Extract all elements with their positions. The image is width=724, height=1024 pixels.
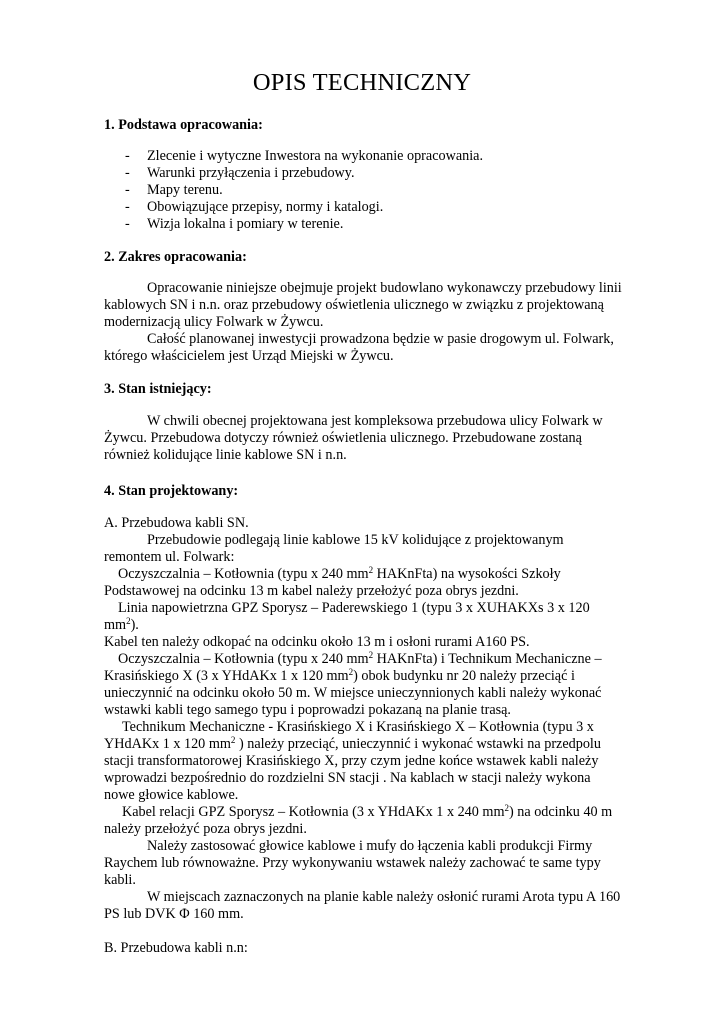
list-item: Mapy terenu. bbox=[147, 182, 223, 198]
paragraph-line: którego właścicielem jest Urząd Miejski w Żywcu. bbox=[104, 348, 394, 364]
paragraph-line: $mm^2$). bbox=[104, 616, 139, 633]
paragraph-line: Należy zastosować głowice kablowe i mufy do łączenia kabli produkcji Firmy bbox=[147, 838, 593, 854]
paragraph-line: Przebudowie podlegają linie kablowe 15 kV kolidujące z projektowanym bbox=[147, 532, 564, 548]
section-heading-podstawa: 1. Podstawa opracowania: bbox=[104, 117, 263, 133]
superscript: 2 bbox=[368, 650, 374, 660]
superscript: 2 bbox=[126, 616, 131, 626]
paragraph-line: nowe głowice kablowe. bbox=[104, 787, 239, 803]
paragraph-line: Oczyszczalnia – Kotłownia (typu x 240 $mm^2$ HAKnFta) na wysokości Szkoły bbox=[118, 565, 561, 582]
paragraph-line: Raychem lub równoważne. Przy wykonywaniu wstawek należy zachować te same typy bbox=[104, 855, 601, 871]
superscript: 2 bbox=[368, 565, 374, 575]
list-bullet: - bbox=[125, 148, 130, 164]
paragraph-line: W chwili obecnej projektowana jest kompleksowa przebudowa ulicy Folwark w bbox=[147, 413, 603, 429]
paragraph-line: Kabel relacji GPZ Sporysz – Kotłownia (3 x YHdAKx 1 x 240 $mm^2$) na odcinku 40 m bbox=[122, 803, 613, 820]
list-item: Obowiązujące przepisy, normy i katalogi. bbox=[147, 199, 384, 215]
document-title: OPIS TECHNICZNY bbox=[252, 69, 472, 96]
paragraph-line: YHdAKx 1 x 120 $mm^2$ ) należy przeciąć, unieczynnić i wykonać wstawki na przedpolu bbox=[104, 735, 601, 752]
list-bullet: - bbox=[125, 216, 130, 232]
list-item: Wizja lokalna i pomiary w terenie. bbox=[147, 216, 344, 232]
paragraph-line: unieczynnić na odcinku około 50 m. W miejsce unieczynnionych kabli należy wykonać bbox=[104, 685, 602, 701]
subsection-heading-b: B. Przebudowa kabli n.n: bbox=[104, 940, 248, 956]
subsection-heading-a: A. Przebudowa kabli SN. bbox=[104, 515, 249, 531]
paragraph-line: Kabel ten należy odkopać na odcinku około 13 m i osłoni rurami A160 PS. bbox=[104, 634, 530, 650]
paragraph-line: modernizacją ulicy Folwark w Żywcu. bbox=[104, 314, 324, 330]
list-bullet: - bbox=[125, 199, 130, 215]
paragraph-line: należy przełożyć poza obrys jezdni. bbox=[104, 821, 307, 837]
paragraph-line: Krasińskiego X (3 x YHdAKx 1 x 120 $mm^2$) obok budynku nr 20 należy przeciąć i bbox=[104, 667, 575, 684]
list-item: Warunki przyłączenia i przebudowy. bbox=[147, 165, 355, 181]
paragraph-line: również kolidujące linie kablowe SN i n.n. bbox=[104, 447, 347, 463]
paragraph-line: wprowadzi bezpośrednio do rozdzielni SN stacji . Na kablach w stacji należy wykona bbox=[104, 770, 591, 786]
section-heading-stan-projektowany: 4. Stan projektowany: bbox=[104, 483, 239, 499]
list-bullet: - bbox=[125, 165, 130, 181]
superscript: 2 bbox=[504, 803, 509, 813]
paragraph-line: Opracowanie niniejsze obejmuje projekt budowlano wykonawczy przebudowy linii bbox=[147, 280, 622, 296]
paragraph-line: kabli. bbox=[104, 872, 136, 888]
paragraph-line: Technikum Mechaniczne - Krasińskiego X i Krasińskiego X – Kotłownia (typu 3 x bbox=[122, 719, 594, 735]
paragraph-line: stacji transformatorowej Krasińskiego X, przy czym jedne końce wstawek kabli należy bbox=[104, 753, 599, 769]
section-heading-zakres: 2. Zakres opracowania: bbox=[104, 249, 247, 265]
list-item: Zlecenie i wytyczne Inwestora na wykonanie opracowania. bbox=[147, 148, 484, 164]
list-bullet: - bbox=[125, 182, 130, 198]
paragraph-line: PS lub DVK Φ 160 mm. bbox=[104, 906, 244, 922]
paragraph-line: W miejscach zaznaczonych na planie kable należy osłonić rurami Arota typu A 160 bbox=[147, 889, 621, 905]
paragraph-line: Podstawowej na odcinku 13 m kabel należy przełożyć poza obrys jezdni. bbox=[104, 583, 519, 599]
paragraph-line: kablowych SN i n.n. oraz przebudowy oświetlenia ulicznego w związku z projektowaną bbox=[104, 297, 604, 313]
paragraph-line: Linia napowietrzna GPZ Sporysz – Paderewskiego 1 (typu 3 x XUHAKXs 3 x 120 bbox=[118, 600, 590, 616]
paragraph-line: Całość planowanej inwestycji prowadzona będzie w pasie drogowym ul. Folwark, bbox=[147, 331, 614, 347]
paragraph-line: Żywcu. Przebudowa dotyczy również oświetlenia ulicznego. Przebudowane zostaną bbox=[104, 430, 582, 446]
superscript: 2 bbox=[348, 667, 354, 677]
paragraph-line: Oczyszczalnia – Kotłownia (typu x 240 $mm^2$ HAKnFta) i Technikum Mechaniczne – bbox=[118, 650, 602, 667]
section-heading-stan-istniejacy: 3. Stan istniejący: bbox=[104, 381, 212, 397]
superscript: 2 bbox=[230, 735, 236, 745]
paragraph-line: remontem ul. Folwark: bbox=[104, 549, 235, 565]
paragraph-line: wstawki kabli tego samego typu i poprowadzi pokazaną na planie trasą. bbox=[104, 702, 511, 718]
